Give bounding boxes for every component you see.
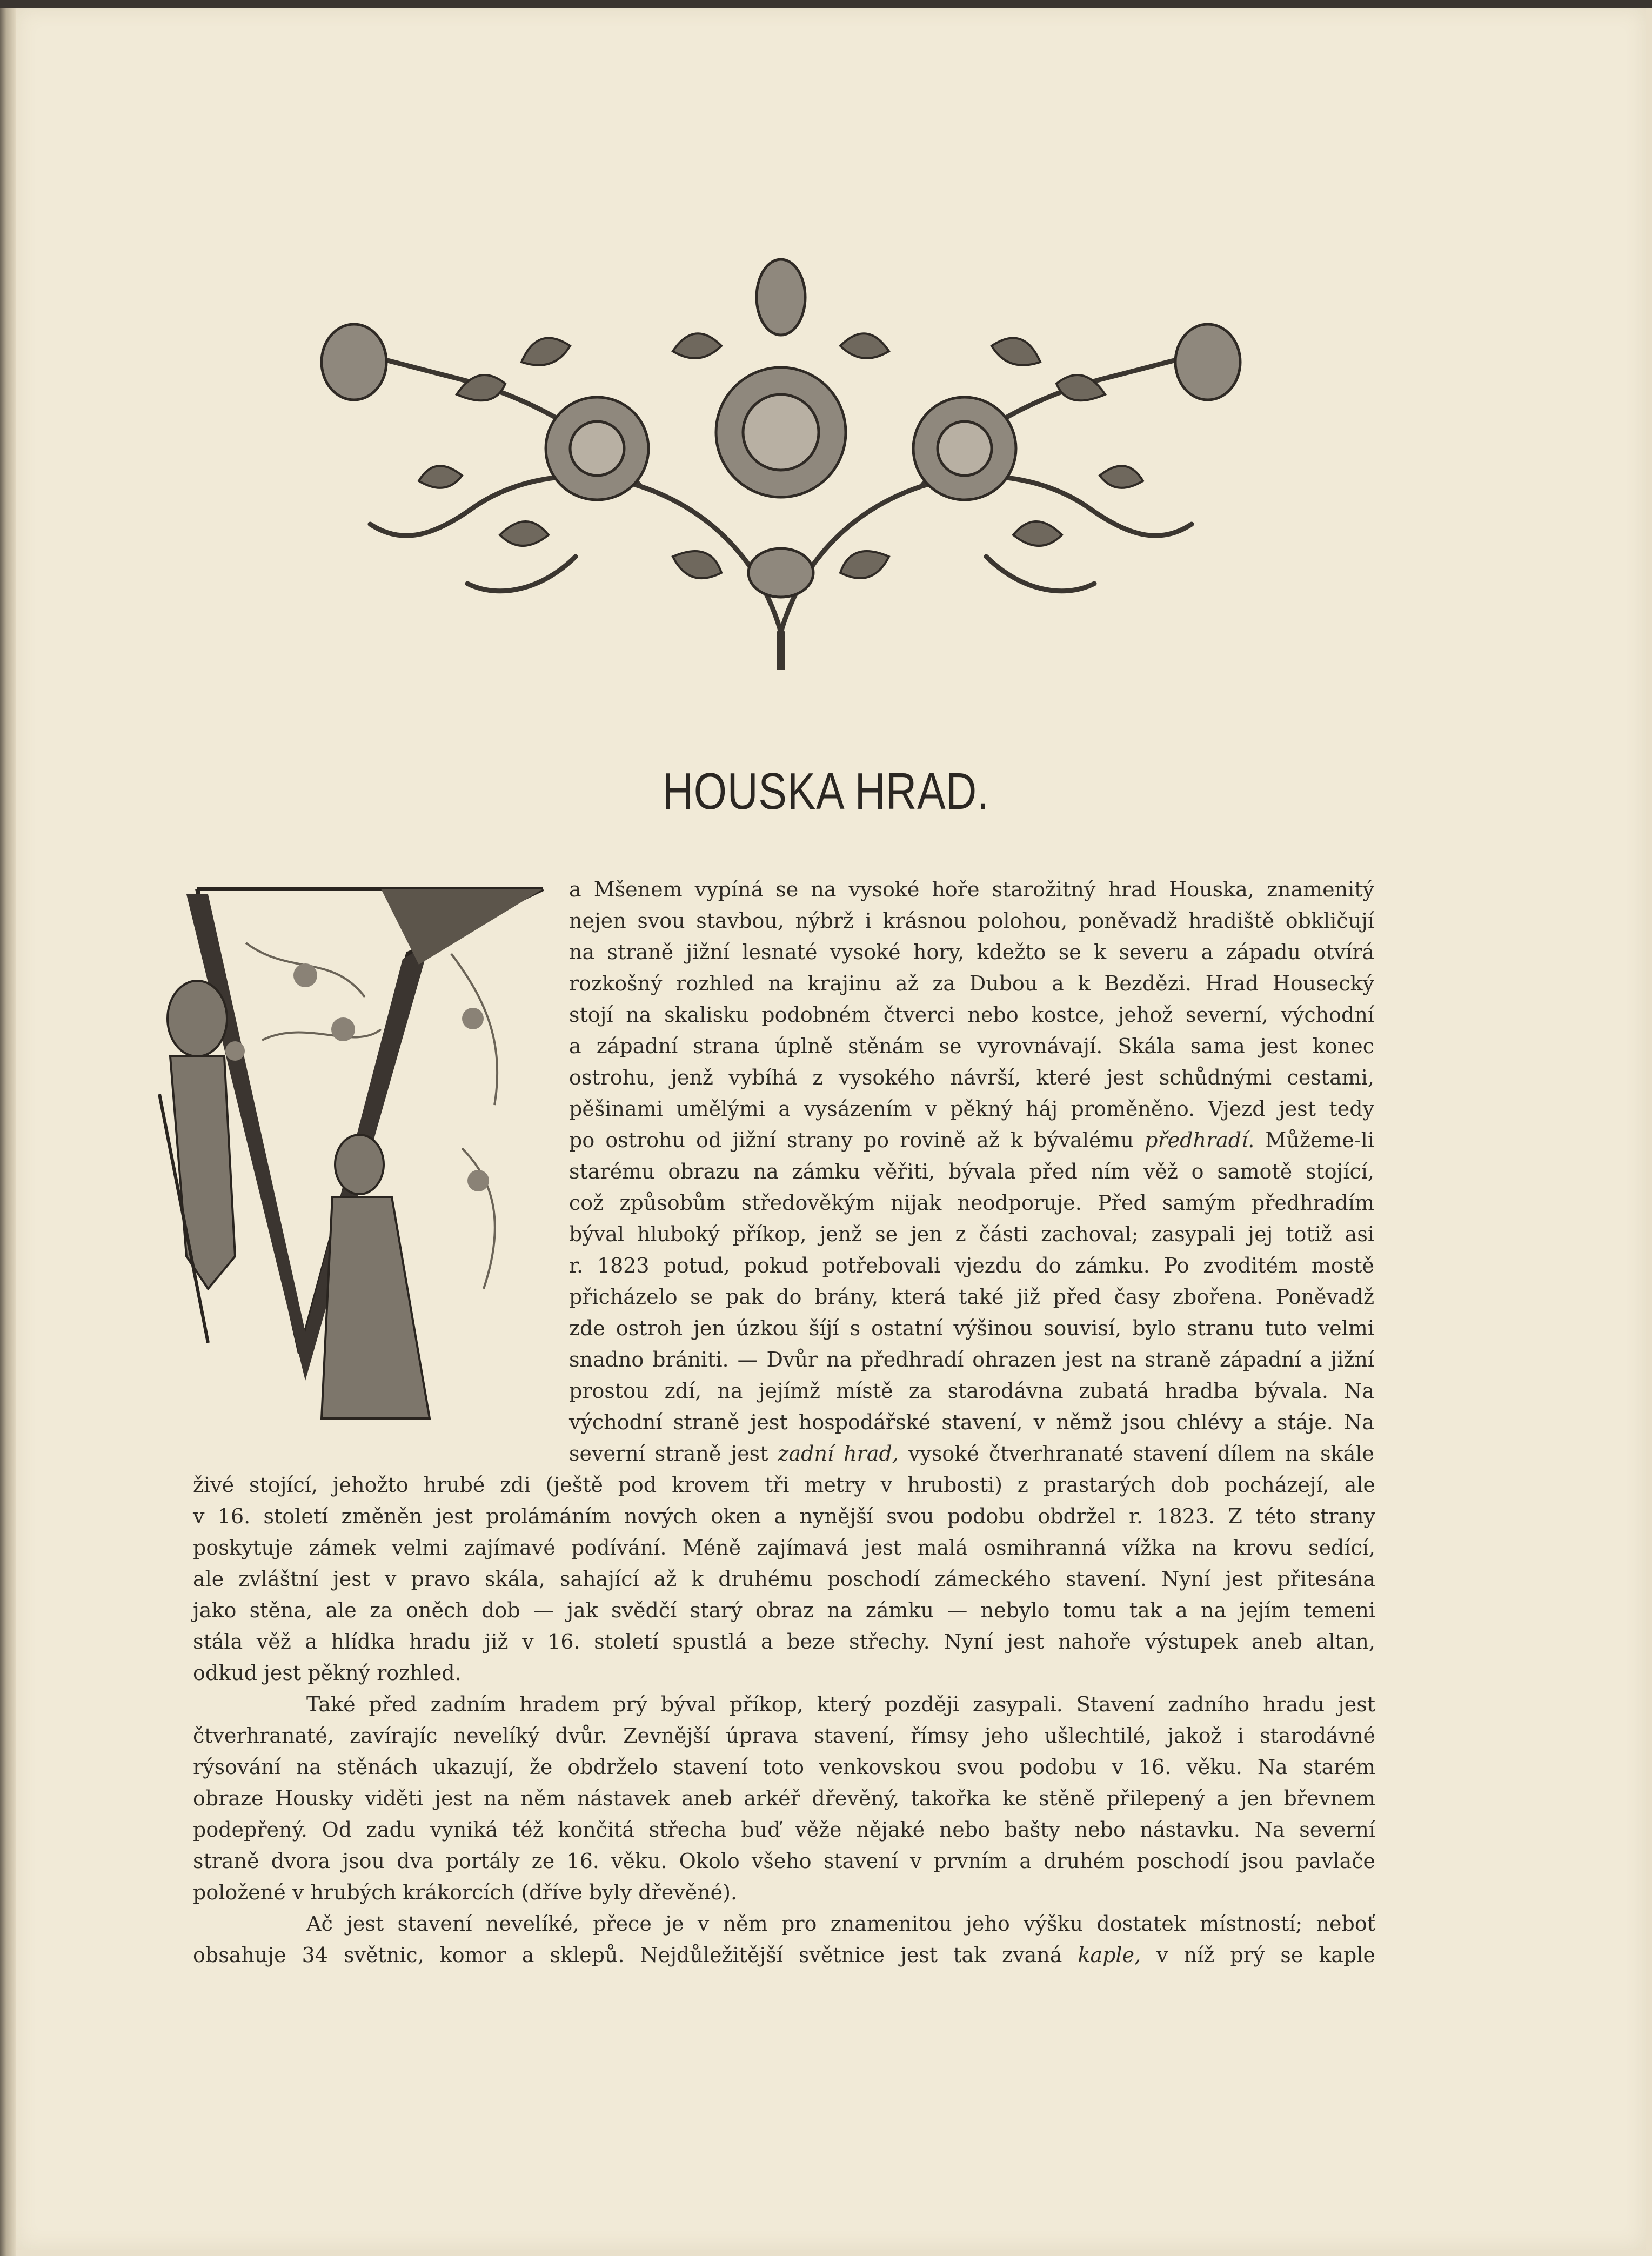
floral-headpiece-ornament — [295, 254, 1267, 670]
text-line: býval hluboký příkop, jenž se jen z části zachoval; zasypali jej totiž asi — [569, 1222, 1374, 1246]
text-line-mixed — [193, 1939, 1375, 1971]
text-line: odkud jest pěkný rozhled. — [193, 1661, 462, 1685]
paragraph-3 — [193, 1908, 1375, 1971]
italic-term: kaple, — [1078, 1943, 1141, 1967]
text-line: nejen svou stavbou, nýbrž i krásnou polohou, poněvadž hradiště obkličují — [569, 909, 1374, 933]
text-line: čtverhranaté, zavírajíc nevelíký dvůr. Zevnější úprava stavení, římsy jeho ušlechtilé, jakož i starodávné — [193, 1724, 1375, 1748]
text-line: pěšinami umělými a vysázením v pěkný háj proměněno. Vjezd jest tedy — [569, 1097, 1374, 1121]
text-line: v 16. století změněn jest prolámáním nových oken a nynější svou podobu obdržel r. 1823. Z této strany — [193, 1504, 1375, 1528]
text-line: obraze Housky viděti jest na něm nástavek aneb arkéř dřevěný, takořka ke stěně přilepený a jen břevnem — [193, 1786, 1375, 1810]
text-line: rozkošný rozhled na krajinu až za Dubou a k Bezdězi. Hrad Housecký — [569, 972, 1374, 995]
italic-term: zadní hrad, — [778, 1442, 899, 1465]
text-run: po ostrohu od jižní strany po rovině až k bývalému — [569, 1128, 1145, 1152]
paragraph-2 — [193, 1689, 1375, 1908]
text-line: stojí na skalisku podobném čtverci nebo kostce, jehož severní, východní — [569, 1003, 1374, 1027]
text-line: rýsování na stěnách ukazují, že obdrželo stavení toto venkovskou svou podobu v 16. věku. Na starém — [193, 1755, 1375, 1779]
text-line: poskytuje zámek velmi zajímavé podívání. Méně zajímavá jest malá osmihranná vížka na krovu sedící, — [193, 1536, 1375, 1559]
text-line: snadno brániti. — Dvůr na předhradí ohrazen jest na straně západní a jižní — [569, 1348, 1374, 1371]
intro-text-block — [569, 874, 1374, 1469]
paragraph-1-continuation — [193, 1469, 1375, 1689]
text-run: severní straně jest — [569, 1442, 778, 1465]
text-line: ale zvláštní jest v pravo skála, sahající až k druhému poschodí zámeckého stavení. Nyní jest přitesána — [193, 1567, 1375, 1591]
text-run: vysoké čtverhranaté stavení dílem na skále — [898, 1442, 1375, 1465]
page-top-edge — [0, 0, 1652, 8]
text-line: stála věž a hlídka hradu již v 16. století spustlá a beze střechy. Nyní jest nahoře výstupek aneb altan, — [193, 1630, 1375, 1653]
text-line: r. 1823 potud, pokud potřebovali vjezdu do zámku. Po zvoditém mostě — [569, 1254, 1374, 1277]
text-line: podepřený. Od zadu vyniká též končitá střecha buď věže nějaké nebo bašty nebo nástavku. Na severní — [193, 1818, 1375, 1842]
text-line-mixed — [569, 1124, 1374, 1156]
text-line: ostrohu, jenž vybíhá z vysokého návrší, které jest schůdnými cestami, — [569, 1066, 1374, 1089]
text-run: Můžeme-li — [1254, 1128, 1374, 1152]
text-line: což způsobům středověkým nijak neodporuje. Před samým předhradím — [569, 1191, 1374, 1215]
text-line: Také před zadním hradem prý býval příkop, který později zasypali. Stavení zadního hradu jest — [306, 1692, 1375, 1716]
text-line: na straně jižní lesnaté vysoké hory, kdežto se k severu a západu otvírá — [569, 940, 1374, 964]
text-line: živé stojící, jehožto hrubé zdi (ještě pod krovem tři metry v hrubosti) z prastarých dob pocházejí, ale — [193, 1473, 1375, 1497]
text-line: Ač jest stavení nevelíké, přece je v něm pro znamenitou jeho výšku dostatek místností; neboť — [306, 1912, 1375, 1936]
text-line: jako stěna, ale za oněch dob — jak svědčí starý obraz na zámku — nebylo tomu tak a na jejím temeni — [193, 1598, 1375, 1622]
text-line-mixed — [569, 1438, 1374, 1469]
text-run: v níž prý se kaple — [1141, 1943, 1376, 1967]
page-title: HOUSKA HRAD. — [663, 762, 989, 820]
italic-term: předhradí. — [1145, 1128, 1255, 1152]
illuminated-initial-v — [127, 878, 559, 1429]
text-line: položené v hrubých krákorcích (dříve byly dřevěné). — [193, 1880, 738, 1904]
text-line: straně dvora jsou dva portály ze 16. věku. Okolo všeho stavení v prvním a druhém poschodí jsou pavlače — [193, 1849, 1375, 1873]
text-line: přicházelo se pak do brány, která také již před časy zbořena. Poněvadž — [569, 1285, 1374, 1309]
text-line: a Mšenem vypíná se na vysoké hoře starožitný hrad Houska, znamenitý — [569, 878, 1374, 901]
text-line: a západní strana úplně stěnám se vyrovnávají. Skála sama jest konec — [569, 1034, 1374, 1058]
text-line: zde ostroh jen úzkou šíjí s ostatní výšinou souvisí, bylo stranu tuto velmi — [569, 1316, 1374, 1340]
text-line: východní straně jest hospodářské stavení, v němž jsou chlévy a stáje. Na — [569, 1410, 1374, 1434]
page-binding-edge — [0, 0, 16, 2256]
text-line: starému obrazu na zámku věřiti, bývala před ním věž o samotě stojící, — [569, 1160, 1374, 1183]
text-line: prostou zdí, na jejímž místě za starodávna zubatá hradba bývala. Na — [569, 1379, 1374, 1403]
text-run: obsahuje 34 světnic, komor a sklepů. Nejdůležitější světnice jest tak zvaná — [193, 1943, 1078, 1967]
